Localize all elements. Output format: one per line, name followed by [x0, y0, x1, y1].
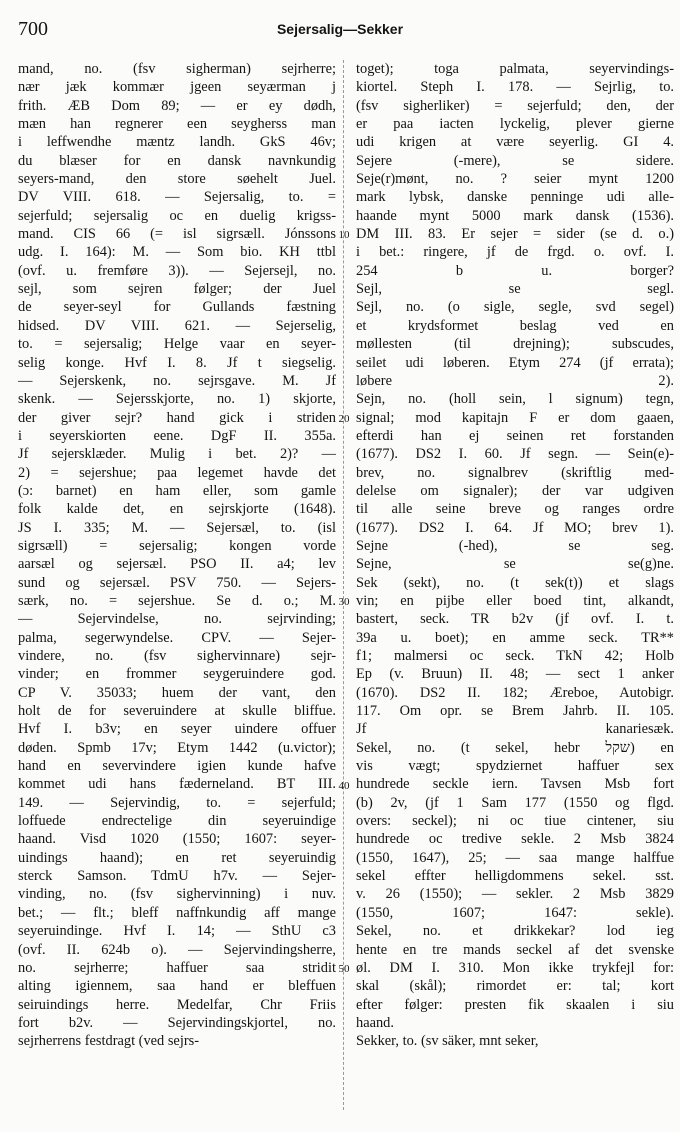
- left-column-line: sejrherrens festdragt (ved sejrs-: [18, 1033, 200, 1050]
- page-number: 700: [18, 18, 48, 40]
- left-column-line: bet.; — flt.; bleff naffnkundig aff mange: [18, 904, 336, 921]
- left-column-line: aarsæl og sejersæl. PSO II. a4; lev: [18, 556, 336, 573]
- right-column-line: øl. DM I. 310. Mon ikke trykfejl for:: [356, 959, 674, 976]
- left-column-line: døden. Spmb 17v; Etym 1442 (u.victor);: [18, 739, 336, 756]
- left-column-line: (ovf. u. fremføre 3)). — Sejersejl, no.: [18, 262, 336, 279]
- right-column-line: (1677). DS2 I. 60. Jf segn. — Sein(e)-: [356, 446, 674, 463]
- right-column-line: sekel effter helligdommens sekel. sst.: [356, 868, 674, 885]
- right-column-line: hente en tre mands seckel af det svenske: [356, 941, 674, 958]
- right-column-line: møllesten (til drejning); subscudes,: [356, 336, 674, 353]
- left-column-line: selig konge. Hvf I. 8. Jf t siegselig.: [18, 354, 336, 371]
- left-column-line: — Sejervindelse, no. sejrvinding;: [18, 611, 336, 628]
- right-column-line: (1550, 1607; 1647: sekle).: [356, 904, 674, 921]
- right-column-line: Sekel, no. et drikkekar? lod ieg: [356, 923, 674, 940]
- left-column-line: vindere, no. (fsv sighervinnare) sejr-: [18, 648, 336, 664]
- right-column-line: et krydsformet beslag ved en: [356, 317, 674, 334]
- left-column-line: særk, no. = sejershue. Se d. o.; M.: [18, 592, 336, 609]
- right-column-line: til alle seine breve og ranges ordre: [356, 501, 674, 518]
- right-column-line: seilet udi løberen. Etym 274 (jf errata);: [356, 354, 674, 371]
- left-column-line: du blæser for en dansk navnkundig: [18, 152, 336, 169]
- left-column-line: sejl, som sejren følger; der Juel: [18, 281, 336, 298]
- right-column-line: 117. Om opr. se Brem Jahrb. II. 105.: [356, 703, 674, 720]
- right-column-line: haande mynt 5000 mark dansk (1536).: [356, 207, 674, 224]
- left-column-line: DV VIII. 618. — Sejersalig, to. =: [18, 189, 336, 206]
- left-column-line: to. = sejersalig; Helge vaar en seyer-: [18, 336, 336, 353]
- right-column-line: Sejl, no. (o sigle, segle, svd segel): [356, 299, 674, 316]
- right-column-line: mark lybsk, danske penninge udi alle-: [356, 189, 674, 206]
- right-column-line: (b) 2v, (jf 1 Sam 177 (1550 og flgd.: [356, 794, 674, 811]
- right-column-line: Ep (v. Bruun) II. 48; — sect 1 anker: [356, 666, 674, 683]
- left-column-line: de seyer-seyl for Gullands fæstning: [18, 299, 336, 316]
- right-column-line: Sejere (-mere), se sidere.: [356, 152, 674, 169]
- left-column-line: nær jæk kommær jgeen seyærman j: [18, 79, 336, 96]
- right-column-line: 254 b u. borger?: [356, 262, 674, 279]
- left-column-line: frith. ÆB Dom 89; — er ey dødh,: [18, 97, 336, 114]
- column-divider: [343, 60, 344, 1110]
- right-column-line: (1670). DS2 II. 182; Æreboe, Autobigr.: [356, 684, 674, 701]
- left-column-line: mæn han regnerer een seygherss man: [18, 116, 336, 133]
- line-marker: 20: [338, 412, 350, 425]
- left-column-line: 149. — Sejervindig, to. = sejerfuld;: [18, 794, 336, 811]
- line-marker: 10: [338, 229, 350, 242]
- right-column-line: hundrede seckle iern. Tavsen Msb fort: [356, 776, 674, 793]
- left-column-line: mand, no. (fsv sigherman) sejrherre;: [18, 61, 336, 77]
- right-column-line: i bet.: ringere, jf de frgd. o. ovf. I.: [356, 244, 674, 261]
- right-column-line: brev, no. signalbrev (skriftlig med-: [356, 464, 674, 481]
- line-marker: 40: [338, 779, 350, 792]
- right-column-line: overs: seckel); ni oc tiue cintener, siu: [356, 813, 674, 830]
- left-column-line: vinding, no. (fsv sighervinning) i nuv.: [18, 886, 336, 903]
- left-column-line: JS I. 335; M. — Sejersæl, to. (isl: [18, 519, 336, 536]
- right-column-line: delelse om signaler); der var udgiven: [356, 482, 674, 499]
- right-column-line: Sekker, to. (sv säker, mnt seker,: [356, 1033, 539, 1050]
- left-column-line: palma, segerwyndelse. CPV. — Sejer-: [18, 629, 336, 646]
- right-column-line: Jf kanariesæk.: [356, 721, 674, 738]
- right-column-line: er paa iacten lyckelig, plever gierne: [356, 116, 674, 133]
- left-column-line: haand. Visd 1020 (1550; 1607: seyer-: [18, 831, 336, 848]
- left-column-line: seyers-mand, den store søehelt Juel.: [18, 171, 336, 188]
- left-column-line: sigrsæll) = sejersalig; kongen vorde: [18, 537, 336, 554]
- left-column-line: 2) = sejershue; paa legemet havde det: [18, 464, 336, 481]
- right-column-line: haand.: [356, 1014, 394, 1031]
- right-column-line: (1677). DS2 I. 64. Jf MO; brev 1).: [356, 519, 674, 536]
- right-column-line: skal (skål); rimordet er: tal; kort: [356, 978, 674, 995]
- left-column-line: uindings haand); en ret seyeruindig: [18, 849, 336, 866]
- right-column-line: hundrede oc tredive sekle. 2 Msb 3824: [356, 831, 674, 848]
- left-column-line: udg. I. 164): M. — Som bio. KH ttbl: [18, 244, 336, 261]
- left-column-line: (ɔ: barnet) en ham eller, som gamle: [18, 482, 336, 499]
- left-column-line: loffuede endrectelige din seyeruindige: [18, 813, 336, 830]
- left-column: [18, 60, 336, 1051]
- right-column-line: vis vægt; spydziernet haffuer sex: [356, 758, 674, 775]
- left-column-line: skenk. — Sejersskjorte, no. 1) skjorte,: [18, 391, 336, 408]
- right-column-line: Sejne (-hed), se seg.: [356, 537, 674, 554]
- right-column-line: vin; en pijbe eller boed tint, alkandt,: [356, 592, 674, 609]
- left-column-line: kommet udi hans fæderneland. BT III.: [18, 776, 336, 793]
- right-column-line: løbere 2).: [356, 372, 674, 389]
- left-column-line: fort b2v. — Sejervindingskjortel, no.: [18, 1014, 336, 1031]
- left-column-line: sejerfuld; sejersalig oc en duelig krigss-: [18, 207, 336, 224]
- left-column-line: — Sejerskenk, no. sejrsgave. M. Jf: [18, 372, 336, 389]
- left-column-line: mand. CIS 66 (= isl sigrsæll. Jónssons: [18, 226, 336, 243]
- left-column-line: Hvf I. b3v; en seyer uindere offuer: [18, 721, 336, 738]
- left-column-line: i seyerskiorten eene. DgF II. 355a.: [18, 427, 336, 444]
- right-column-line: Sejne, se se(g)ne.: [356, 556, 674, 573]
- right-column-line: udi krigen at være seyerlig. GI 4.: [356, 134, 674, 151]
- page-header: [18, 18, 662, 40]
- left-column-line: seyeruindinge. Hvf I. 14; — SthU c3: [18, 923, 336, 940]
- left-column-line: holt de for severuindere at skulle bliffue.: [18, 703, 336, 720]
- left-column-line: vinder; en frommer seygeruindere god.: [18, 666, 336, 683]
- left-column-line: sund og sejersæl. PSV 750. — Sejers-: [18, 574, 336, 591]
- running-head: Sejersalig—Sekker: [276, 21, 404, 37]
- right-column-line: Sek (sekt), no. (t sek(t)) et slags: [356, 574, 674, 591]
- right-column-line: v. 26 (1550); — sekler. 2 Msb 3829: [356, 886, 674, 903]
- right-column-line: Sejl, se segl.: [356, 281, 674, 298]
- right-column-line: bastert, seck. TR b2v (jf ovf. I. t.: [356, 611, 674, 628]
- right-column-line: Seje(r)mønt, no. ? seier mynt 1200: [356, 171, 674, 188]
- left-column-line: der giver sejr? hand gick i striden: [18, 409, 336, 426]
- left-column-line: (ovf. II. 624b o). — Sejervindingsherre,: [18, 941, 336, 958]
- left-column-line: seiruindings herre. Medelfar, Chr Friis: [18, 996, 336, 1013]
- right-column-line: Sejn, no. (holl sein, l signum) tegn,: [356, 391, 674, 408]
- left-column-line: no. sejrherre; haffuer saa stridit: [18, 959, 336, 976]
- right-column-line: DM III. 83. Er sejer = sider (se d. o.): [356, 226, 674, 243]
- right-column-line: f1; malmersi oc seck. TkN 42; Holb: [356, 648, 674, 664]
- right-column-line: (fsv sigherliker) = sejerfuld; den, der: [356, 97, 674, 114]
- left-column-line: sterck Samson. TdmU h7v. — Sejer-: [18, 868, 336, 885]
- right-column-line: (1550, 1647), 25; — saa mange halffue: [356, 849, 674, 866]
- line-marker: 30: [338, 596, 350, 609]
- left-column-line: hand en severvindere igien kunde hafve: [18, 758, 336, 775]
- left-column-line: alting igiennem, saa hand er bleffuen: [18, 978, 336, 995]
- right-column: [356, 60, 674, 1051]
- right-column-line: Sekel, no. (t sekel, hebr שקל) en: [356, 739, 674, 756]
- right-column-line: toget); toga palmata, seyervindings-: [356, 61, 674, 77]
- line-marker: 50: [338, 963, 350, 976]
- right-column-line: 39a u. boet); en amme seck. TR**: [356, 629, 674, 646]
- left-column-line: i leffwendhe mæntz landh. GkS 46v;: [18, 134, 336, 151]
- right-column-line: kiortel. Steph I. 178. — Sejrlig, to.: [356, 79, 674, 96]
- left-column-line: CP V. 35033; huem der vant, den: [18, 684, 336, 701]
- left-column-line: Jf sejersklæder. Mulig i bet. 2)? —: [18, 446, 336, 463]
- right-column-line: signal; mod kapitajn F er dom gaaen,: [356, 409, 674, 426]
- right-column-line: efter følger: presten fik skaalen i siu: [356, 996, 674, 1013]
- left-column-line: folk kalde det, en sejrskjorte (1648).: [18, 501, 336, 518]
- right-column-line: efterdi han ej seinen ret forstanden: [356, 427, 674, 444]
- left-column-line: hidsed. DV VIII. 621. — Sejerselig,: [18, 317, 336, 334]
